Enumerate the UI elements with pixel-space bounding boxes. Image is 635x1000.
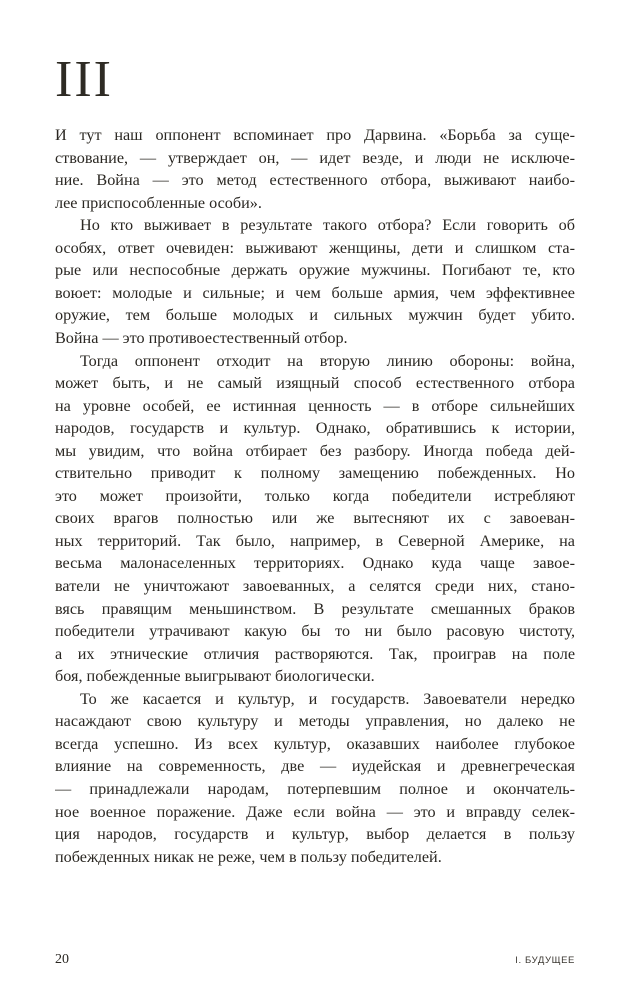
text-line: народов, государств и культур. Однако, обратившись к истории, [55, 419, 575, 438]
text-line: своих врагов полностью или же вытесняют их с завоеван- [55, 509, 575, 528]
text-line: на уровне особей, ее истинная ценность — в отборе сильнейших [55, 396, 575, 415]
running-footer-section: I. БУДУЩЕЕ [515, 955, 575, 966]
text-line: То же касается и культур, и государств. Завоеватели нередко [80, 689, 575, 708]
text-line: ствительно приводит к полному замещению побежденных. Но [55, 464, 575, 483]
text-line: — принадлежали народам, потерпевшим полное и окончатель- [55, 779, 575, 798]
text-line: рые или неспособные держать оружие мужчины. Погибают те, кто [55, 261, 575, 280]
text-line: И тут наш оппонент вспоминает про Дарвина. «Борьба за суще- [55, 126, 575, 144]
text-line: Тогда оппонент отходит на вторую линию обороны: война, [80, 351, 575, 370]
text-line: ное военное поражение. Даже если война — это и вправду селек- [55, 802, 575, 821]
text-line: Война — это противоестественный отбор. [55, 328, 348, 347]
text-line: всегда успешно. Из всех культур, оказавших наиболее глубокое [55, 734, 575, 753]
text-line: может быть, и не самый изящный способ естественного отбора [55, 374, 575, 393]
text-line: ватели не уничтожают завоеванных, а селятся среди них, стано- [55, 577, 575, 595]
text-line: насаждают свою культуру и методы управления, но далеко не [55, 712, 575, 731]
text-line: воюет: молодые и сильные; и чем больше армия, чем эффективнее [55, 283, 575, 302]
text-line: боя, побежденные выигрывают биологически. [55, 667, 375, 686]
text-line: особях, ответ очевиден: выживают женщины, дети и слишком ста- [55, 238, 575, 257]
chapter-numeral: III [55, 51, 113, 108]
text-line: влияние на современность, две — иудейская и древнегреческая [55, 757, 575, 776]
text-line: весьма малонаселенных территориях. Однако куда чаще завое- [55, 554, 575, 573]
text-line: ние. Война — это метод естественного отбора, выживают наибо- [55, 171, 575, 190]
text-line: а их этнические отличия растворяются. Так, проиграв на поле [55, 644, 575, 663]
text-line: вясь правящим меньшинством. В результате смешанных браков [55, 599, 575, 618]
text-line: оружие, тем больше молодых и сильных мужчин будет убито. [55, 306, 575, 325]
text-line: ствование, — утверждает он, — идет везде, и люди не исключе- [55, 148, 575, 167]
text-line: побежденных никак не реже, чем в пользу победителей. [55, 847, 442, 866]
text-line: мы увидим, что война отбирает без разбору. Иногда победа дей- [55, 441, 575, 460]
text-line: Но кто выживает в результате такого отбора? Если говорить об [80, 216, 575, 235]
text-line: победители утрачивают какую бы то ни было расовую чистоту, [55, 622, 575, 641]
page-number: 20 [55, 952, 69, 967]
text-line: ных территорий. Так было, например, в Северной Америке, на [55, 531, 575, 550]
text-line: ция народов, государств и культур, выбор делается в пользу [55, 825, 575, 844]
text-line: лее приспособленные особи». [55, 193, 262, 212]
text-line: это может произойти, только когда победители истребляют [55, 486, 575, 505]
